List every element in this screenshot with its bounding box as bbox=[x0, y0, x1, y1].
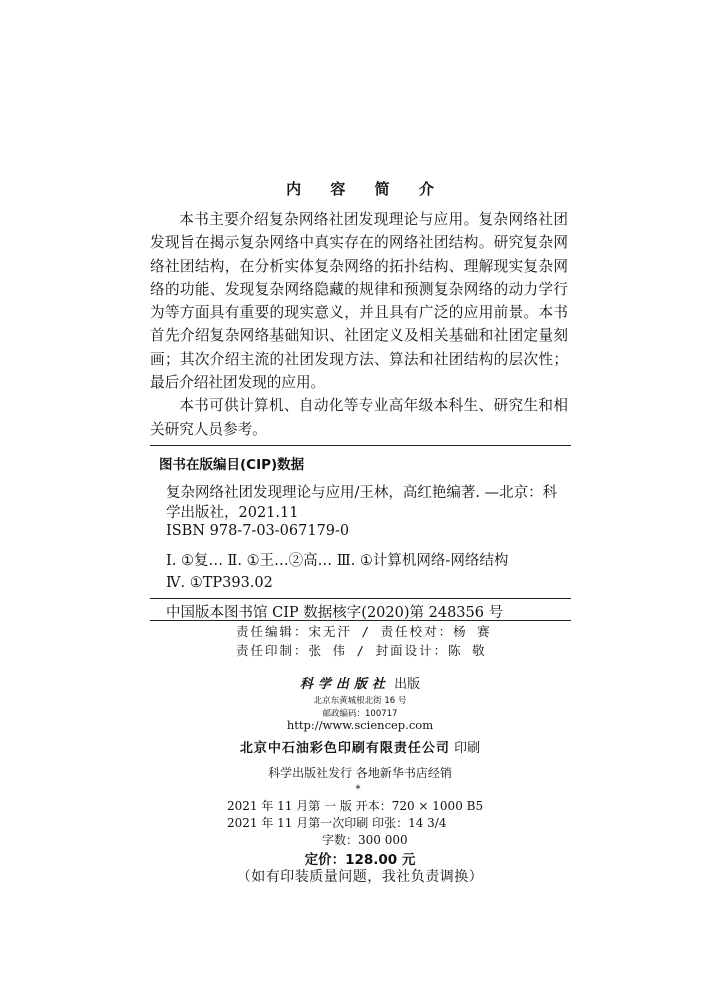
price: 定价：128.00 元 bbox=[304, 852, 416, 868]
cip-middle-rule bbox=[150, 598, 571, 599]
publisher-address: 北京东黄城根北街 16 号 bbox=[313, 696, 407, 706]
cip-number: 中国版本图书馆 CIP 数据核字(2020)第 248356 号 bbox=[166, 605, 504, 621]
printer-line bbox=[0, 737, 720, 756]
publisher-name: 科学出版社 bbox=[299, 677, 390, 692]
cip-isbn: ISBN 978-7-03-067179-0 bbox=[166, 523, 350, 539]
printer-suffix: 印刷 bbox=[454, 741, 481, 756]
cip-top-rule bbox=[150, 445, 571, 446]
quality-notice: （如有印装质量问题，我社负责调换） bbox=[236, 869, 484, 885]
intro-paragraph-1: 本书主要介绍复杂网络社团发现理论与应用。复杂网络社团发现旨在揭示复杂网络中真实存在的网络社团结构。研究复杂网络社团结构，在分析实体复杂网络的拓扑结构、理解现实复杂网络的功能、发现复杂网络隐藏的规律和预测复杂网络的动力学行为等方面具有重要的现实意义，并且具有广泛的应用前景。本书首先介绍复杂网络基础知识、社团定义及相关基础和社团定量刻画；其次介绍主流的社团发现方法、算法和社团结构的层次性；最后介绍社团发现的应用。 bbox=[150, 211, 568, 392]
intro-paragraph-2: 本书可供计算机、自动化等专业高年级本科生、研究生和相关研究人员参考。 bbox=[150, 397, 568, 438]
cip-entry: 复杂网络社团发现理论与应用/王林，高红艳编著. —北京：科学出版社，2021.11 bbox=[166, 485, 558, 521]
intro-title: 内 容 简 介 bbox=[286, 180, 446, 198]
publisher-suffix: 出版 bbox=[394, 677, 421, 692]
distribution: 科学出版社发行 各地新华书店经销 bbox=[268, 766, 452, 780]
spec-edition: 2021 年 11 月第 一 版 开本：720 × 1000 B5 bbox=[227, 799, 484, 813]
spec-printing: 2021 年 11 月第一次印刷 印张：14 3/4 bbox=[227, 816, 447, 830]
staff-line-2: 责任印制：张 伟 / 封面设计：陈 敬 bbox=[236, 643, 487, 658]
cip-heading: 图书在版编目(CIP)数据 bbox=[159, 457, 305, 473]
publisher-name-line bbox=[0, 673, 720, 692]
staff-line-1: 责任编辑：宋无汗 / 责任校对：杨 赛 bbox=[236, 624, 492, 639]
publisher-postcode: 邮政编码：100717 bbox=[322, 709, 398, 719]
spec-word-count: 字数：300 000 bbox=[322, 833, 408, 847]
cip-subjects-line-2: Ⅳ. ①TP393.02 bbox=[166, 575, 273, 591]
cip-subjects bbox=[166, 550, 570, 594]
cip-subjects-line-1: Ⅰ. ①复… Ⅱ. ①王…②高… Ⅲ. ①计算机网络-网络结构 bbox=[166, 553, 509, 569]
separator-star: * bbox=[355, 784, 361, 795]
publisher-url: http://www.sciencep.com bbox=[286, 718, 434, 732]
cip-bottom-rule bbox=[150, 620, 571, 621]
printer-name: 北京中石油彩色印刷有限责任公司 bbox=[239, 741, 450, 756]
intro-text bbox=[150, 208, 568, 441]
